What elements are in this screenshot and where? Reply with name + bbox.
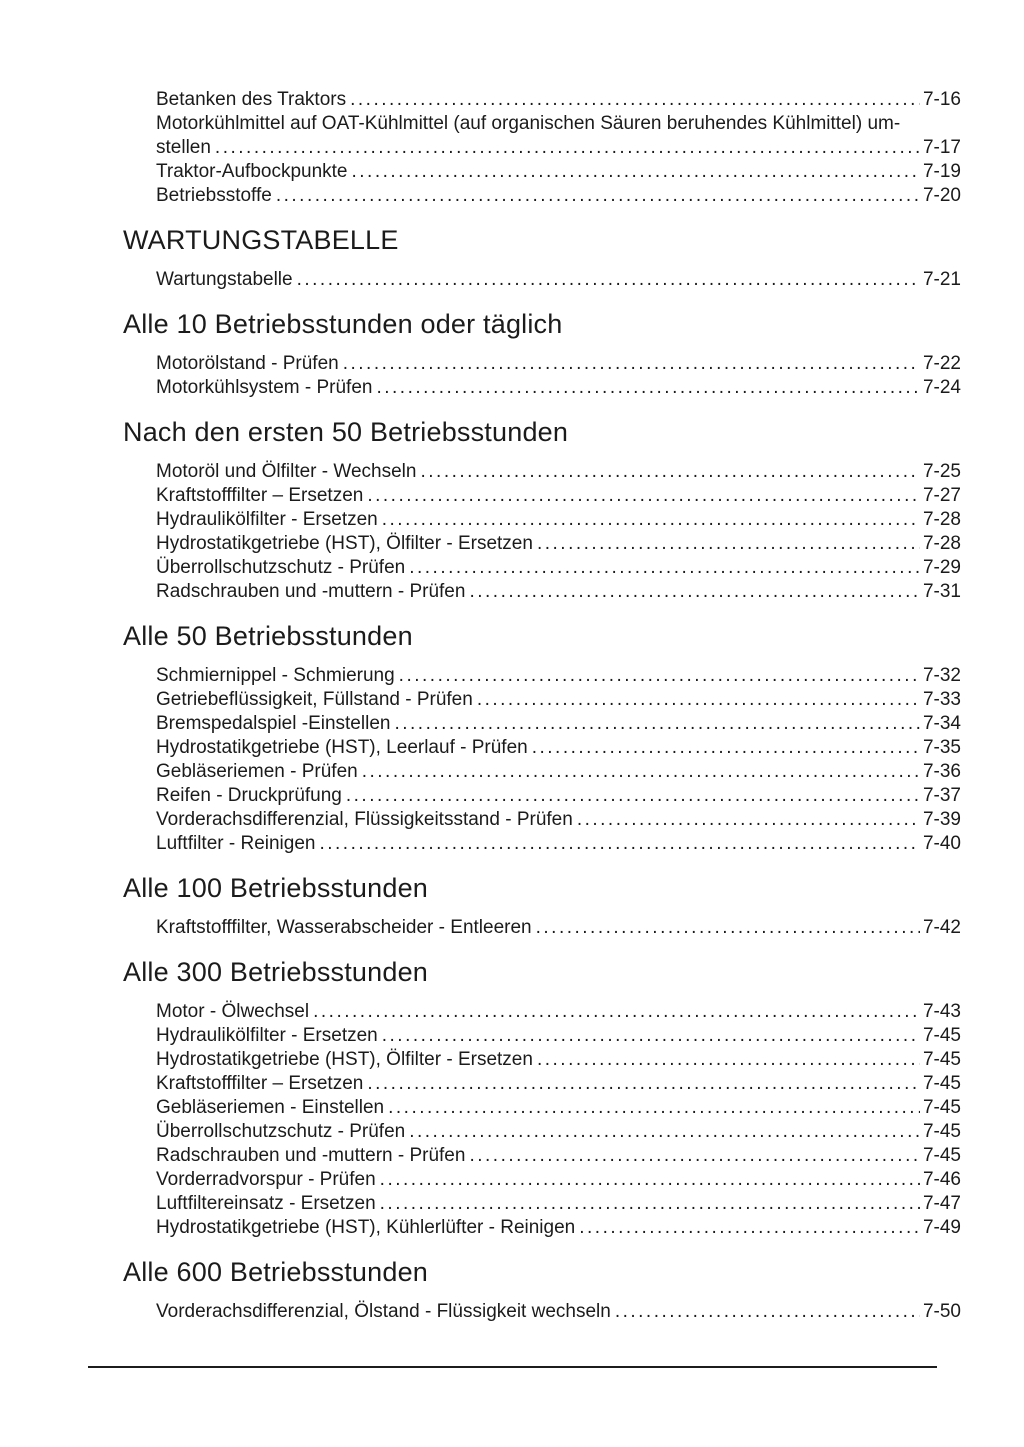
section-heading: WARTUNGSTABELLE	[123, 225, 399, 255]
toc-entry-label: Luftfiltereinsatz - Ersetzen	[156, 1193, 376, 1214]
page-number: 7-45	[922, 1145, 961, 1166]
page-number: 7-31	[922, 581, 961, 602]
toc-entry	[123, 460, 961, 484]
toc-entry	[123, 1216, 961, 1240]
toc-entry-label: Überrollschutzschutz - Prüfen	[156, 1121, 406, 1142]
toc-entry	[123, 268, 961, 292]
toc-section	[123, 416, 961, 604]
page-number: 7-22	[922, 353, 961, 374]
dot-leader	[319, 832, 920, 856]
toc-entry-list	[123, 268, 961, 292]
section-heading: Alle 50 Betriebsstunden	[123, 621, 413, 651]
dot-leader	[409, 556, 920, 580]
page-number: 7-45	[922, 1025, 961, 1046]
toc-entry	[123, 160, 961, 184]
toc-entry	[123, 508, 961, 532]
toc-entry-label: Hydrostatikgetriebe (HST), Leerlauf - Prüfen	[156, 737, 528, 758]
toc-entry-list	[123, 1000, 961, 1240]
toc-entry-label: Hydraulikölfilter - Ersetzen	[156, 1025, 378, 1046]
toc-entry-label: Motorkühlsystem - Prüfen	[156, 377, 373, 398]
toc-entry-label: Gebläseriemen - Einstellen	[156, 1097, 385, 1118]
toc-entry	[123, 1120, 961, 1144]
page-number: 7-46	[922, 1169, 961, 1190]
toc-entry	[123, 832, 961, 856]
toc-entry	[123, 556, 961, 580]
page-number: 7-21	[922, 269, 961, 290]
toc-entry-label: Vorderradvorspur - Prüfen	[156, 1169, 376, 1190]
toc-entry-label: Schmiernippel - Schmierung	[156, 665, 395, 686]
page-number: 7-37	[922, 785, 961, 806]
section-heading: Nach den ersten 50 Betriebsstunden	[123, 417, 569, 447]
toc-entry	[123, 580, 961, 604]
page-number: 7-47	[922, 1193, 961, 1214]
dot-leader	[352, 160, 920, 184]
page-number: 7-50	[922, 1301, 961, 1322]
toc-entry-list	[123, 1300, 961, 1324]
toc-entry	[123, 88, 961, 112]
toc-entry-list	[123, 88, 961, 208]
dot-leader	[297, 268, 920, 292]
toc-entry	[123, 484, 961, 508]
page-number: 7-40	[922, 833, 961, 854]
dot-leader	[469, 580, 920, 604]
dot-leader	[215, 136, 920, 160]
toc-entry-label: Überrollschutzschutz - Prüfen	[156, 557, 406, 578]
toc-section	[123, 872, 961, 940]
toc-section	[123, 88, 961, 208]
page-number: 7-45	[922, 1097, 961, 1118]
page-number: 7-17	[922, 137, 961, 158]
page-number: 7-20	[922, 185, 961, 206]
section-heading: Alle 10 Betriebsstunden oder täglich	[123, 309, 563, 339]
toc-entry-label: Hydrostatikgetriebe (HST), Ölfilter - Ersetzen	[156, 1049, 533, 1070]
toc-entry-list	[123, 916, 961, 940]
dot-leader	[532, 736, 920, 760]
page-number: 7-24	[922, 377, 961, 398]
footer-rule	[88, 1366, 937, 1368]
page-number: 7-43	[922, 1001, 961, 1022]
page-number: 7-35	[922, 737, 961, 758]
toc-entry-label: Bremspedalspiel -Einstellen	[156, 713, 391, 734]
toc-entry-label: Hydraulikölfilter - Ersetzen	[156, 509, 378, 530]
dot-leader	[376, 376, 920, 400]
toc-entry	[123, 1048, 961, 1072]
toc-entry	[123, 184, 961, 208]
dot-leader	[380, 1192, 920, 1216]
toc-entry	[123, 712, 961, 736]
page-number: 7-34	[922, 713, 961, 734]
toc-entry-label: Radschrauben und -muttern - Prüfen	[156, 1145, 466, 1166]
dot-leader	[350, 88, 920, 112]
page-number: 7-33	[922, 689, 961, 710]
dot-leader	[367, 1072, 920, 1096]
toc-entry	[123, 376, 961, 400]
dot-leader	[579, 1216, 920, 1240]
dot-leader	[343, 352, 920, 376]
page-number: 7-45	[922, 1049, 961, 1070]
toc-section	[123, 620, 961, 856]
toc-entry-label: Luftfilter - Reinigen	[156, 833, 316, 854]
dot-leader	[313, 1000, 920, 1024]
page-number: 7-19	[922, 161, 961, 182]
section-heading: Alle 300 Betriebsstunden	[123, 957, 429, 987]
dot-leader	[276, 184, 920, 208]
toc-entry	[123, 112, 961, 136]
toc-entry	[123, 136, 961, 160]
page-number: 7-27	[922, 485, 961, 506]
dot-leader	[388, 1096, 920, 1120]
toc-entry-label: Kraftstofffilter – Ersetzen	[156, 485, 364, 506]
toc-entry	[123, 760, 961, 784]
toc-entry	[123, 736, 961, 760]
toc-entry	[123, 1000, 961, 1024]
toc-entry-label: Kraftstofffilter, Wasserabscheider - Entleeren	[156, 917, 532, 938]
page-number: 7-36	[922, 761, 961, 782]
toc-entry-label: Vorderachsdifferenzial, Flüssigkeitsstand - Prüfen	[156, 809, 573, 830]
dot-leader	[399, 664, 920, 688]
dot-leader	[477, 688, 920, 712]
toc-section	[123, 1256, 961, 1324]
dot-leader	[409, 1120, 920, 1144]
dot-leader	[367, 484, 920, 508]
section-heading: Alle 100 Betriebsstunden	[123, 873, 429, 903]
toc-entry	[123, 1192, 961, 1216]
page-number: 7-28	[922, 509, 961, 530]
page-number: 7-45	[922, 1073, 961, 1094]
toc-entry	[123, 916, 961, 940]
dot-leader	[382, 508, 920, 532]
dot-leader	[382, 1024, 920, 1048]
page-number: 7-32	[922, 665, 961, 686]
toc-entry-label: Betriebsstoffe	[156, 185, 272, 206]
toc-section	[123, 956, 961, 1240]
page-number: 7-45	[922, 1121, 961, 1142]
dot-leader	[537, 532, 920, 556]
page-number: 7-29	[922, 557, 961, 578]
toc-entry	[123, 784, 961, 808]
toc-entry	[123, 1072, 961, 1096]
toc-entry-list	[123, 352, 961, 400]
toc-entry-label: Motor - Ölwechsel	[156, 1001, 310, 1022]
toc-entry-label: Radschrauben und -muttern - Prüfen	[156, 581, 466, 602]
toc-entry	[123, 1096, 961, 1120]
toc-entry	[123, 1024, 961, 1048]
dot-leader	[420, 460, 919, 484]
dot-leader	[536, 916, 920, 940]
table-of-contents	[123, 88, 961, 1324]
dot-leader	[577, 808, 920, 832]
dot-leader	[469, 1144, 920, 1168]
page-number: 7-49	[922, 1217, 961, 1238]
toc-entry-label: Motoröl und Ölfilter - Wechseln	[156, 461, 417, 482]
toc-entry-label: Betanken des Traktors	[156, 89, 347, 110]
page-number: 7-28	[922, 533, 961, 554]
toc-entry	[123, 664, 961, 688]
toc-entry	[123, 1144, 961, 1168]
dot-leader	[346, 784, 920, 808]
toc-entry-list	[123, 664, 961, 856]
dot-leader	[380, 1168, 920, 1192]
toc-entry	[123, 532, 961, 556]
page-number: 7-39	[922, 809, 961, 830]
toc-entry-label: Motorölstand - Prüfen	[156, 353, 339, 374]
toc-entry	[123, 688, 961, 712]
toc-entry-label: Kraftstofffilter – Ersetzen	[156, 1073, 364, 1094]
dot-leader	[394, 712, 920, 736]
toc-entry-label: Hydrostatikgetriebe (HST), Kühlerlüfter - Reinigen	[156, 1217, 576, 1238]
toc-entry	[123, 1168, 961, 1192]
toc-entry-label: Reifen - Druckprüfung	[156, 785, 342, 806]
page-number: 7-16	[922, 89, 961, 110]
toc-entry-label: Gebläseriemen - Prüfen	[156, 761, 358, 782]
toc-entry-list	[123, 460, 961, 604]
toc-entry-label: Vorderachsdifferenzial, Ölstand - Flüssigkeit wechseln	[156, 1301, 611, 1322]
toc-entry-label: Motorkühlmittel auf OAT-Kühlmittel (auf organischen Säuren beruhendes Kühlmittel) um-	[156, 113, 901, 134]
toc-entry-label: Wartungstabelle	[156, 269, 293, 290]
dot-leader	[362, 760, 920, 784]
toc-section	[123, 308, 961, 400]
toc-entry	[123, 1300, 961, 1324]
section-heading: Alle 600 Betriebsstunden	[123, 1257, 429, 1287]
toc-entry-label: Traktor-Aufbockpunkte	[156, 161, 348, 182]
toc-section	[123, 224, 961, 292]
toc-entry-label: Getriebeflüssigkeit, Füllstand - Prüfen	[156, 689, 473, 710]
toc-entry	[123, 352, 961, 376]
page-number: 7-42	[922, 917, 961, 938]
dot-leader	[615, 1300, 920, 1324]
toc-entry	[123, 808, 961, 832]
toc-entry-label: stellen	[156, 137, 211, 158]
page-number: 7-25	[922, 461, 961, 482]
dot-leader	[537, 1048, 920, 1072]
toc-entry-label: Hydrostatikgetriebe (HST), Ölfilter - Ersetzen	[156, 533, 533, 554]
